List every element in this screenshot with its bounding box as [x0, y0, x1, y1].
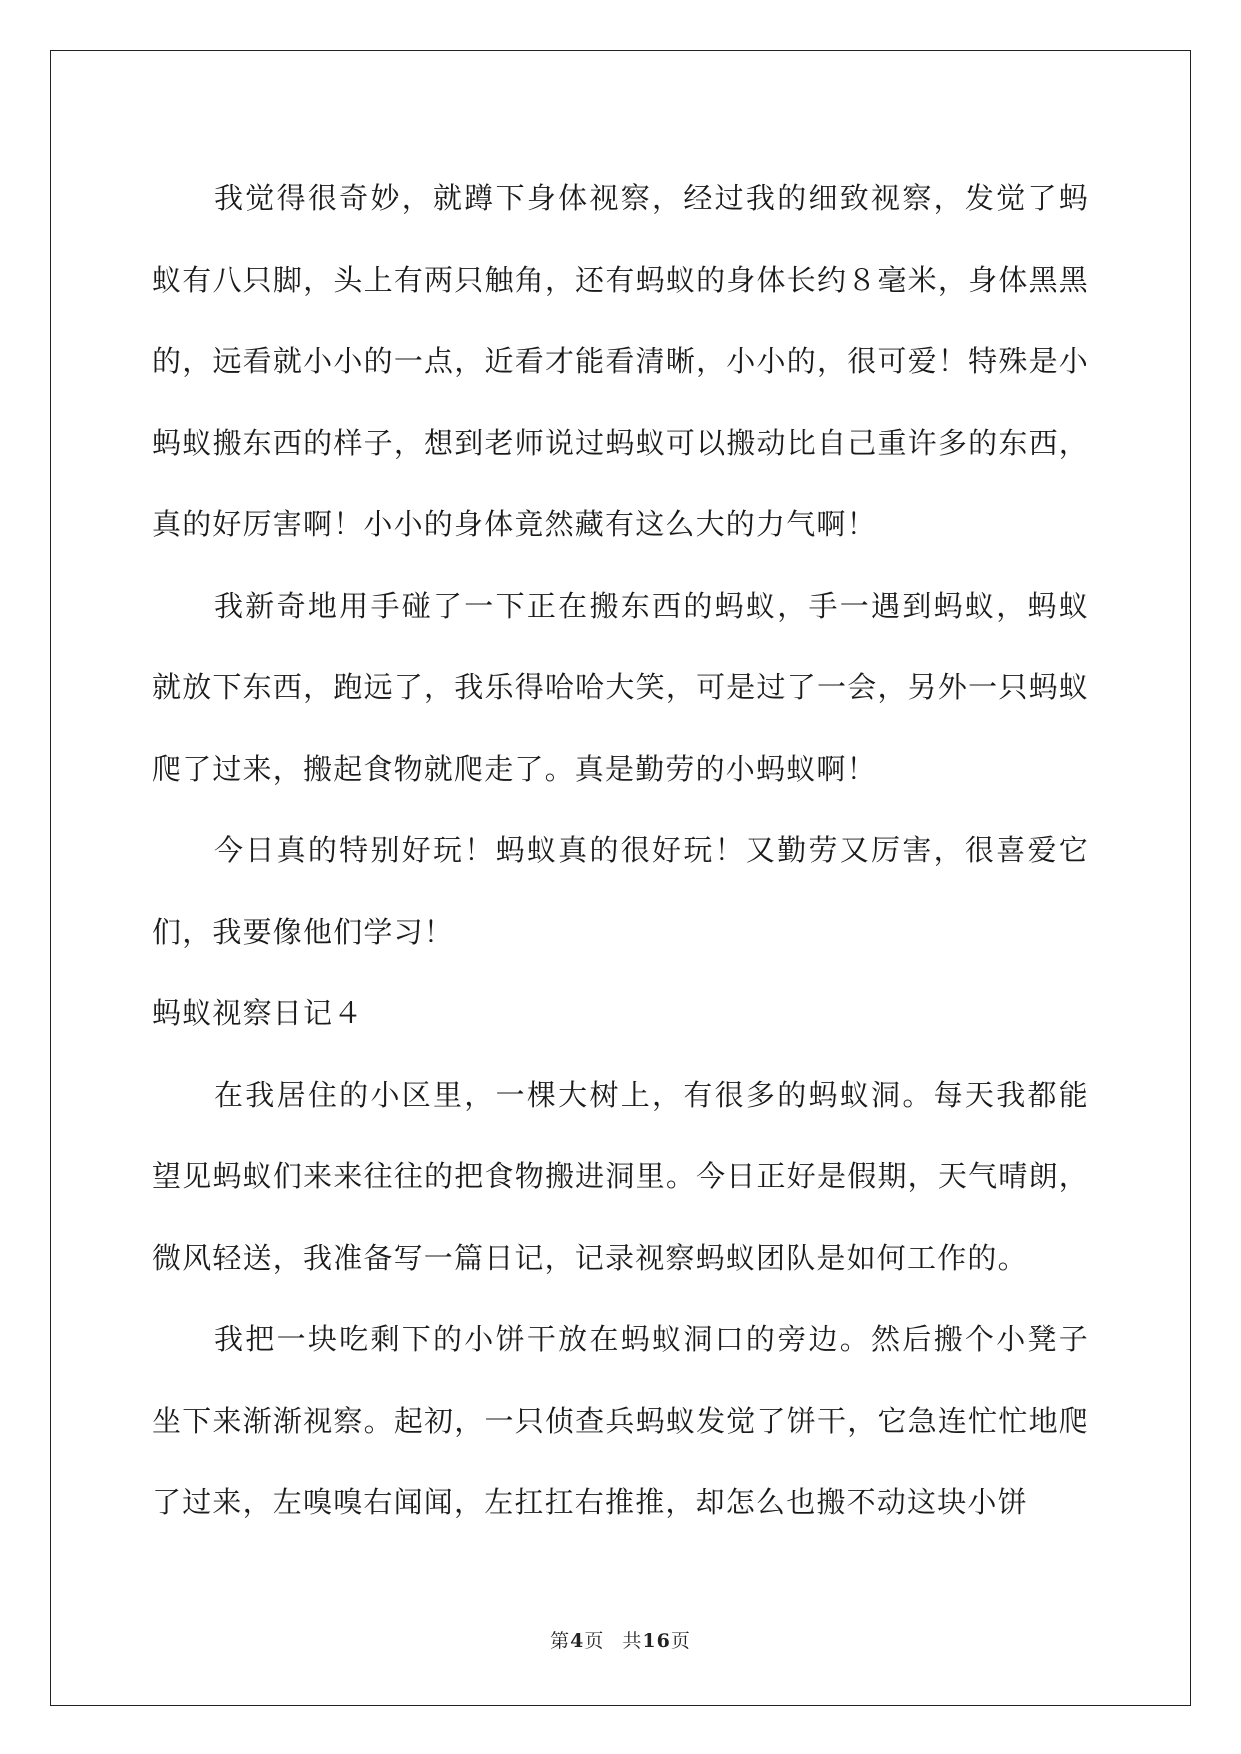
section-heading: 蚂蚁视察日记４	[152, 996, 364, 1030]
paragraph-4: 在我居住的小区里，一棵大树上，有很多的蚂蚁洞。每天我都能望见蚂蚁们来来往往的把食物搬进洞里。今日正好是假期，天气晴朗，微风轻送，我准备写一篇日记，记录视察蚂蚁团队是如何工作的。	[152, 1077, 1089, 1275]
footer-page-number: 4	[570, 1630, 585, 1652]
paragraph-3: 今日真的特别好玩！蚂蚁真的很好玩！又勤劳又厉害，很喜爱它们，我要像他们学习！	[152, 833, 1089, 949]
page-footer	[0, 1626, 1241, 1653]
paragraph-2: 我新奇地用手碰了一下正在搬东西的蚂蚁，手一遇到蚂蚁，蚂蚁就放下东西，跑远了，我乐得哈哈大笑，可是过了一会，另外一只蚂蚁爬了过来，搬起食物就爬走了。真是勤劳的小蚂蚁啊！	[152, 588, 1089, 786]
footer-page-suffix: 页	[584, 1630, 605, 1652]
paragraph-1: 我觉得很奇妙，就蹲下身体视察，经过我的细致视察，发觉了蚂蚁有八只脚，头上有两只触角，还有蚂蚁的身体长约８毫米，身体黑黑的，远看就小小的一点，近看才能看清晰，小小的，很可爱！特殊是小蚂蚁搬东西的样子，想到老师说过蚂蚁可以搬动比自己重许多的东西，真的好厉害啊！小小的身体竟然藏有这么大的力气啊！	[152, 181, 1089, 541]
footer-total-suffix: 页	[670, 1630, 691, 1652]
document-body	[152, 158, 1089, 1544]
paragraph-5: 我把一块吃剩下的小饼干放在蚂蚁洞口的旁边。然后搬个小凳子坐下来渐渐视察。起初，一只侦查兵蚂蚁发觉了饼干，它急连忙忙地爬了过来，左嗅嗅右闻闻，左扛扛右推推，却怎么也搬不动这块小饼	[152, 1322, 1089, 1519]
footer-total-pages: 16	[642, 1630, 671, 1652]
footer-prefix: 第	[550, 1630, 571, 1652]
footer-total-prefix: 共	[622, 1630, 643, 1652]
